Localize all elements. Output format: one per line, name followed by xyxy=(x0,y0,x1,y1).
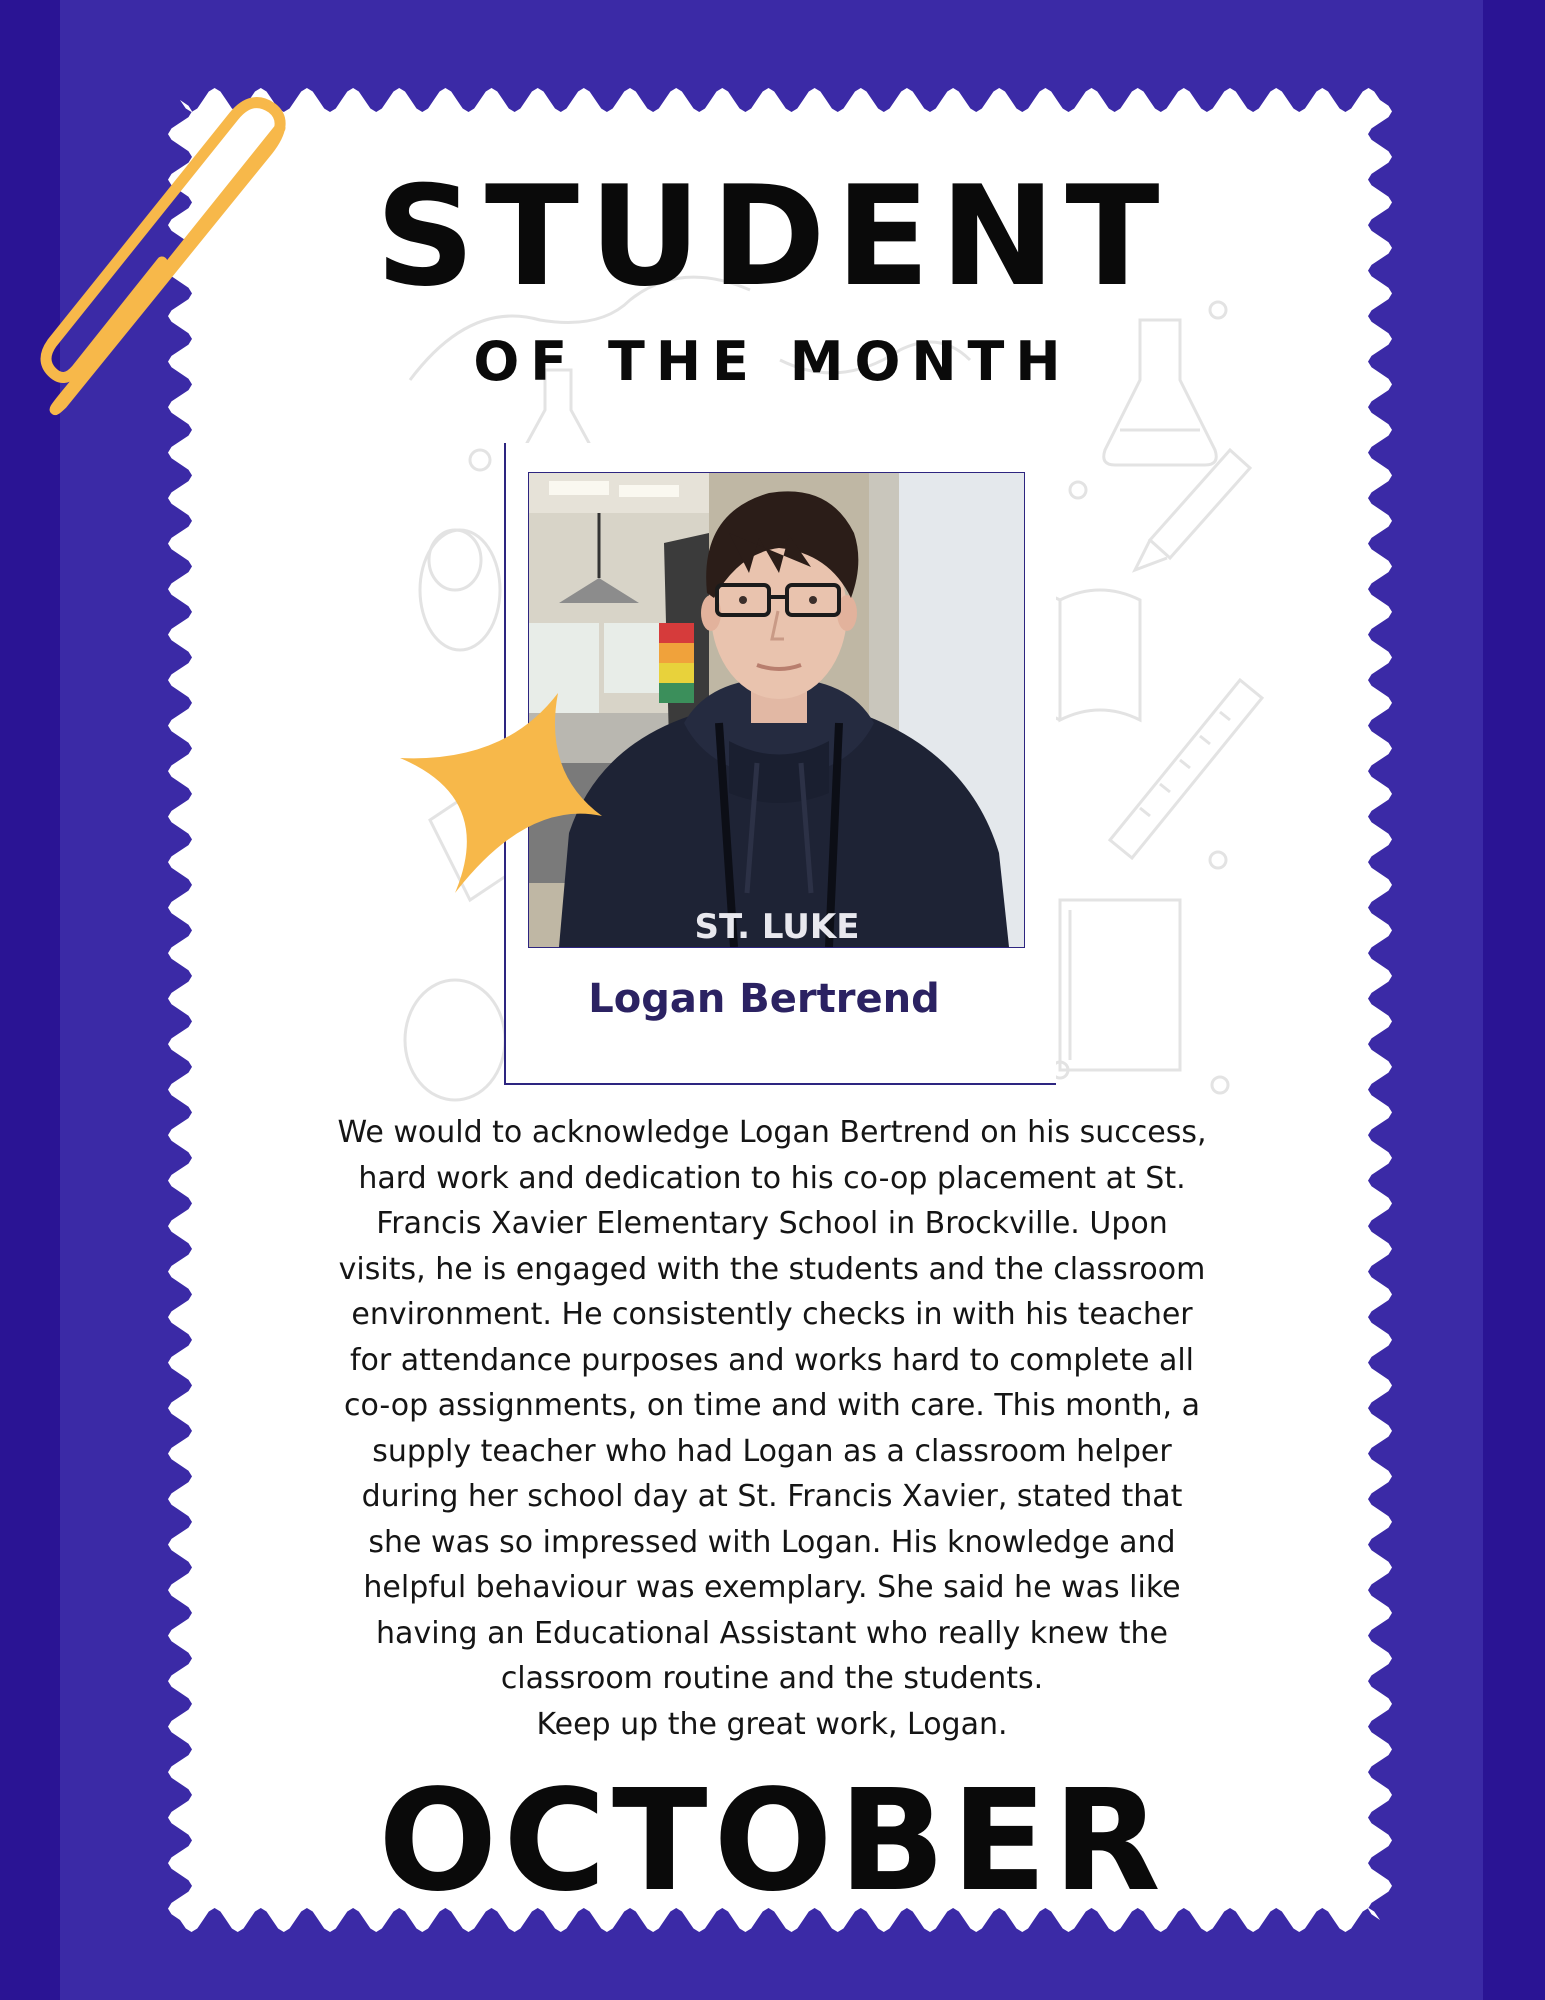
paragraph-line: hard work and dedication to his co-op placement at St. xyxy=(358,1160,1186,1196)
title-student: STUDENT xyxy=(375,156,1170,317)
paragraph-line: environment. He consistently checks in with his teacher xyxy=(351,1297,1193,1332)
student-name-caption: Logan Bertrend xyxy=(588,976,940,1022)
doodle-ruler-icon xyxy=(1110,680,1262,858)
paragraph-line: having an Educational Assistant who really knew the xyxy=(376,1615,1168,1651)
paragraph-line: visits, he is engaged with the students and the classroom xyxy=(338,1251,1206,1287)
paragraph-line: Francis Xavier Elementary School in Brockville. Upon xyxy=(376,1206,1168,1241)
paragraph-line: supply teacher who had Logan as a classroom helper xyxy=(372,1433,1172,1469)
acknowledgement-paragraph xyxy=(272,1110,1272,1747)
paragraph-line: she was so impressed with Logan. His knowledge and xyxy=(368,1524,1176,1560)
sparkle-icon xyxy=(395,688,610,898)
paragraph-line: co-op assignments, on time and with care. This month, a xyxy=(343,1388,1201,1423)
paragraph-line: during her school day at St. Francis Xavier, stated that xyxy=(361,1479,1183,1514)
paragraph-line: classroom routine and the students. xyxy=(500,1661,1044,1696)
month-title: OCTOBER xyxy=(378,1760,1167,1923)
paragraph-line: Keep up the great work, Logan. xyxy=(536,1706,1008,1742)
doodle-pencil-icon xyxy=(1135,450,1250,570)
title-of-the-month: OF THE MONTH xyxy=(473,330,1072,393)
doodle-book-icon xyxy=(1060,900,1180,1070)
paragraph-line: helpful behaviour was exemplary. She said he was like xyxy=(363,1570,1181,1605)
paragraph-line: for attendance purposes and works hard to complete all xyxy=(349,1342,1195,1378)
paragraph-line: We would to acknowledge Logan Bertrend on his success, xyxy=(337,1115,1207,1150)
hoodie-lettering: ST. LUKE xyxy=(694,907,860,947)
